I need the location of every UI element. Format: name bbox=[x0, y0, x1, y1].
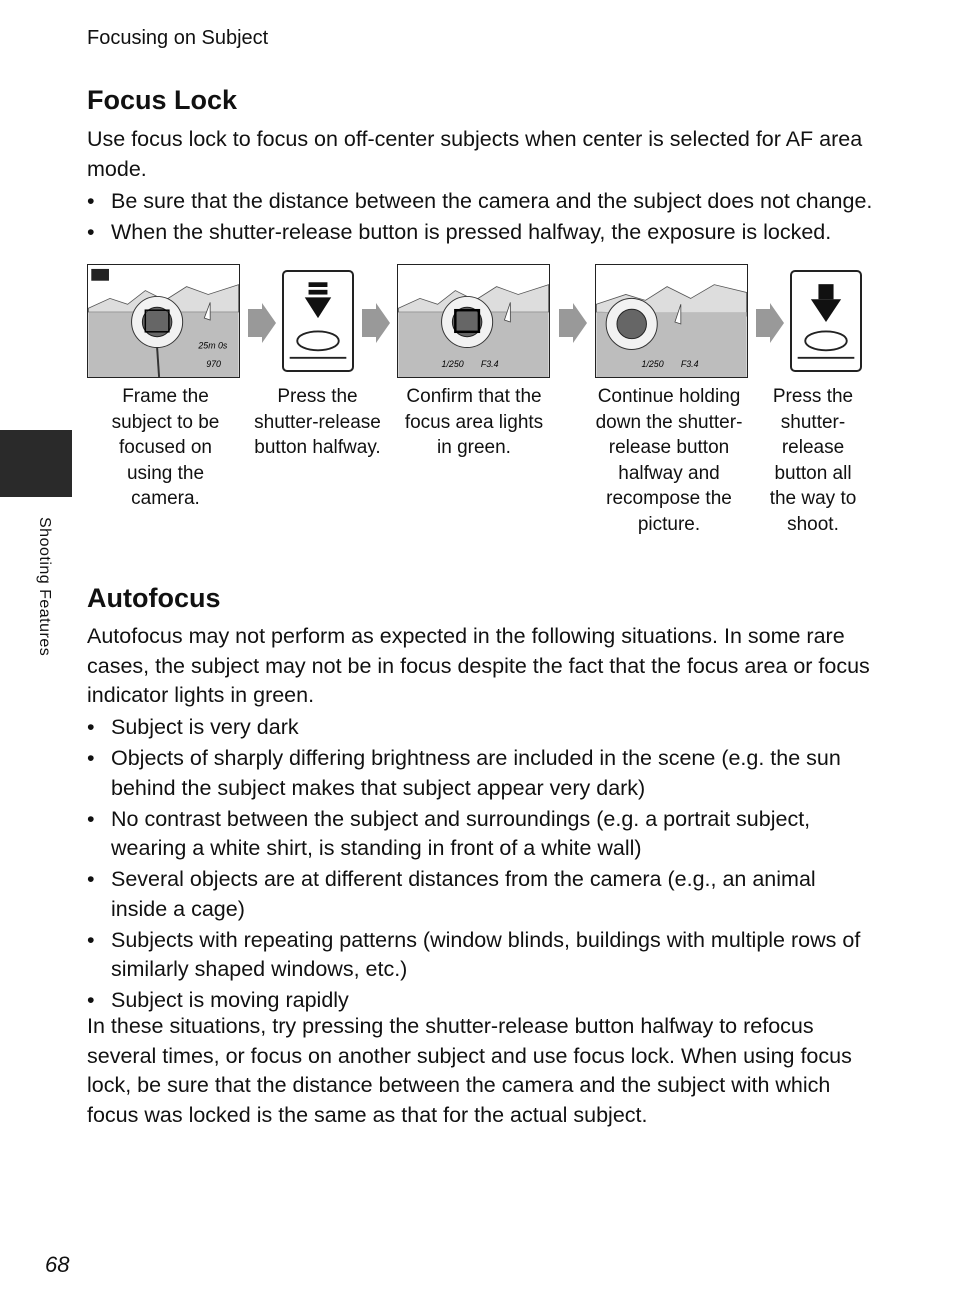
step-caption: Press the shutter-release button all the way to shoot. bbox=[769, 386, 857, 535]
step-caption: Continue holding down the shutter-release button halfway and recompose the picture. bbox=[595, 386, 743, 535]
step3-lcd-image bbox=[397, 264, 550, 378]
chapter-tab-label: Shooting Features bbox=[36, 517, 53, 657]
step4-lcd-image bbox=[595, 264, 748, 378]
autofocus-intro: Autofocus may not perform as expected in the following situations. In some rare cases, the subject may not be in focus despite the fact that the focus area or focus indicator lights in green. bbox=[87, 624, 870, 707]
arrow-right-icon bbox=[246, 303, 276, 343]
autofocus-heading: Autofocus bbox=[87, 583, 221, 613]
focus-lock-heading: Focus Lock bbox=[87, 85, 238, 115]
focus-lock-bullets bbox=[87, 187, 877, 249]
arrow-right-icon bbox=[557, 303, 587, 343]
list-item: • Subjects with repeating patterns (window blinds, buildings with multiple rows of similarly shaped windows, etc.) bbox=[87, 926, 877, 985]
list-item: • Subject is very dark bbox=[87, 713, 877, 743]
list-item: • Subject is moving rapidly bbox=[87, 986, 877, 1016]
aperture-readout: F3.4 bbox=[680, 359, 699, 370]
aperture-readout: F3.4 bbox=[480, 359, 499, 370]
step-caption: Press the shutter-release button halfway. bbox=[254, 386, 381, 458]
list-item: • No contrast between the subject and surroundings (e.g. a portrait subject, wearing a white shirt, is standing in front of a white wall) bbox=[87, 805, 877, 864]
step1-lcd-image bbox=[87, 264, 240, 378]
list-item: • Be sure that the distance between the camera and the subject does not change. bbox=[87, 187, 877, 217]
running-head: Focusing on Subject bbox=[87, 27, 269, 49]
focus-lock-intro: Use focus lock to focus on off-center subjects when center is selected for AF area mode. bbox=[87, 127, 863, 181]
camera-mode-icon bbox=[91, 269, 109, 281]
autofocus-outro: In these situations, try pressing the shutter-release button halfway to refocus several times, or focus on another subject and use focus lock. When using focus lock, be sure that the distance between the camera and the subject with which focus was locked is the same as that for the actual subject. bbox=[87, 1014, 852, 1127]
list-item: • Several objects are at different distances from the camera (e.g., an animal inside a cage) bbox=[87, 865, 877, 924]
shutter-half-press-icon bbox=[282, 270, 354, 372]
step-caption: Frame the subject to be focused on using the camera. bbox=[111, 386, 220, 509]
shutter-speed-readout: 1/250 bbox=[441, 359, 464, 370]
shutter-full-press-icon bbox=[790, 270, 862, 372]
remaining-time-readout: 25m 0s bbox=[198, 340, 228, 351]
autofocus-bullets bbox=[87, 713, 877, 1017]
list-item: • Objects of sharply differing brightness are included in the scene (e.g. the sun behind the subject makes that subject appear very dark) bbox=[87, 744, 877, 803]
shots-remaining-readout: 970 bbox=[206, 359, 221, 370]
shutter-speed-readout: 1/250 bbox=[641, 359, 664, 370]
arrow-right-icon bbox=[360, 303, 390, 343]
arrow-right-icon bbox=[754, 303, 784, 343]
page-number: 68 bbox=[45, 1252, 70, 1277]
chapter-tab bbox=[0, 430, 72, 497]
step-caption: Confirm that the focus area lights in green. bbox=[404, 386, 544, 458]
list-item: • When the shutter-release button is pressed halfway, the exposure is locked. bbox=[87, 218, 877, 248]
